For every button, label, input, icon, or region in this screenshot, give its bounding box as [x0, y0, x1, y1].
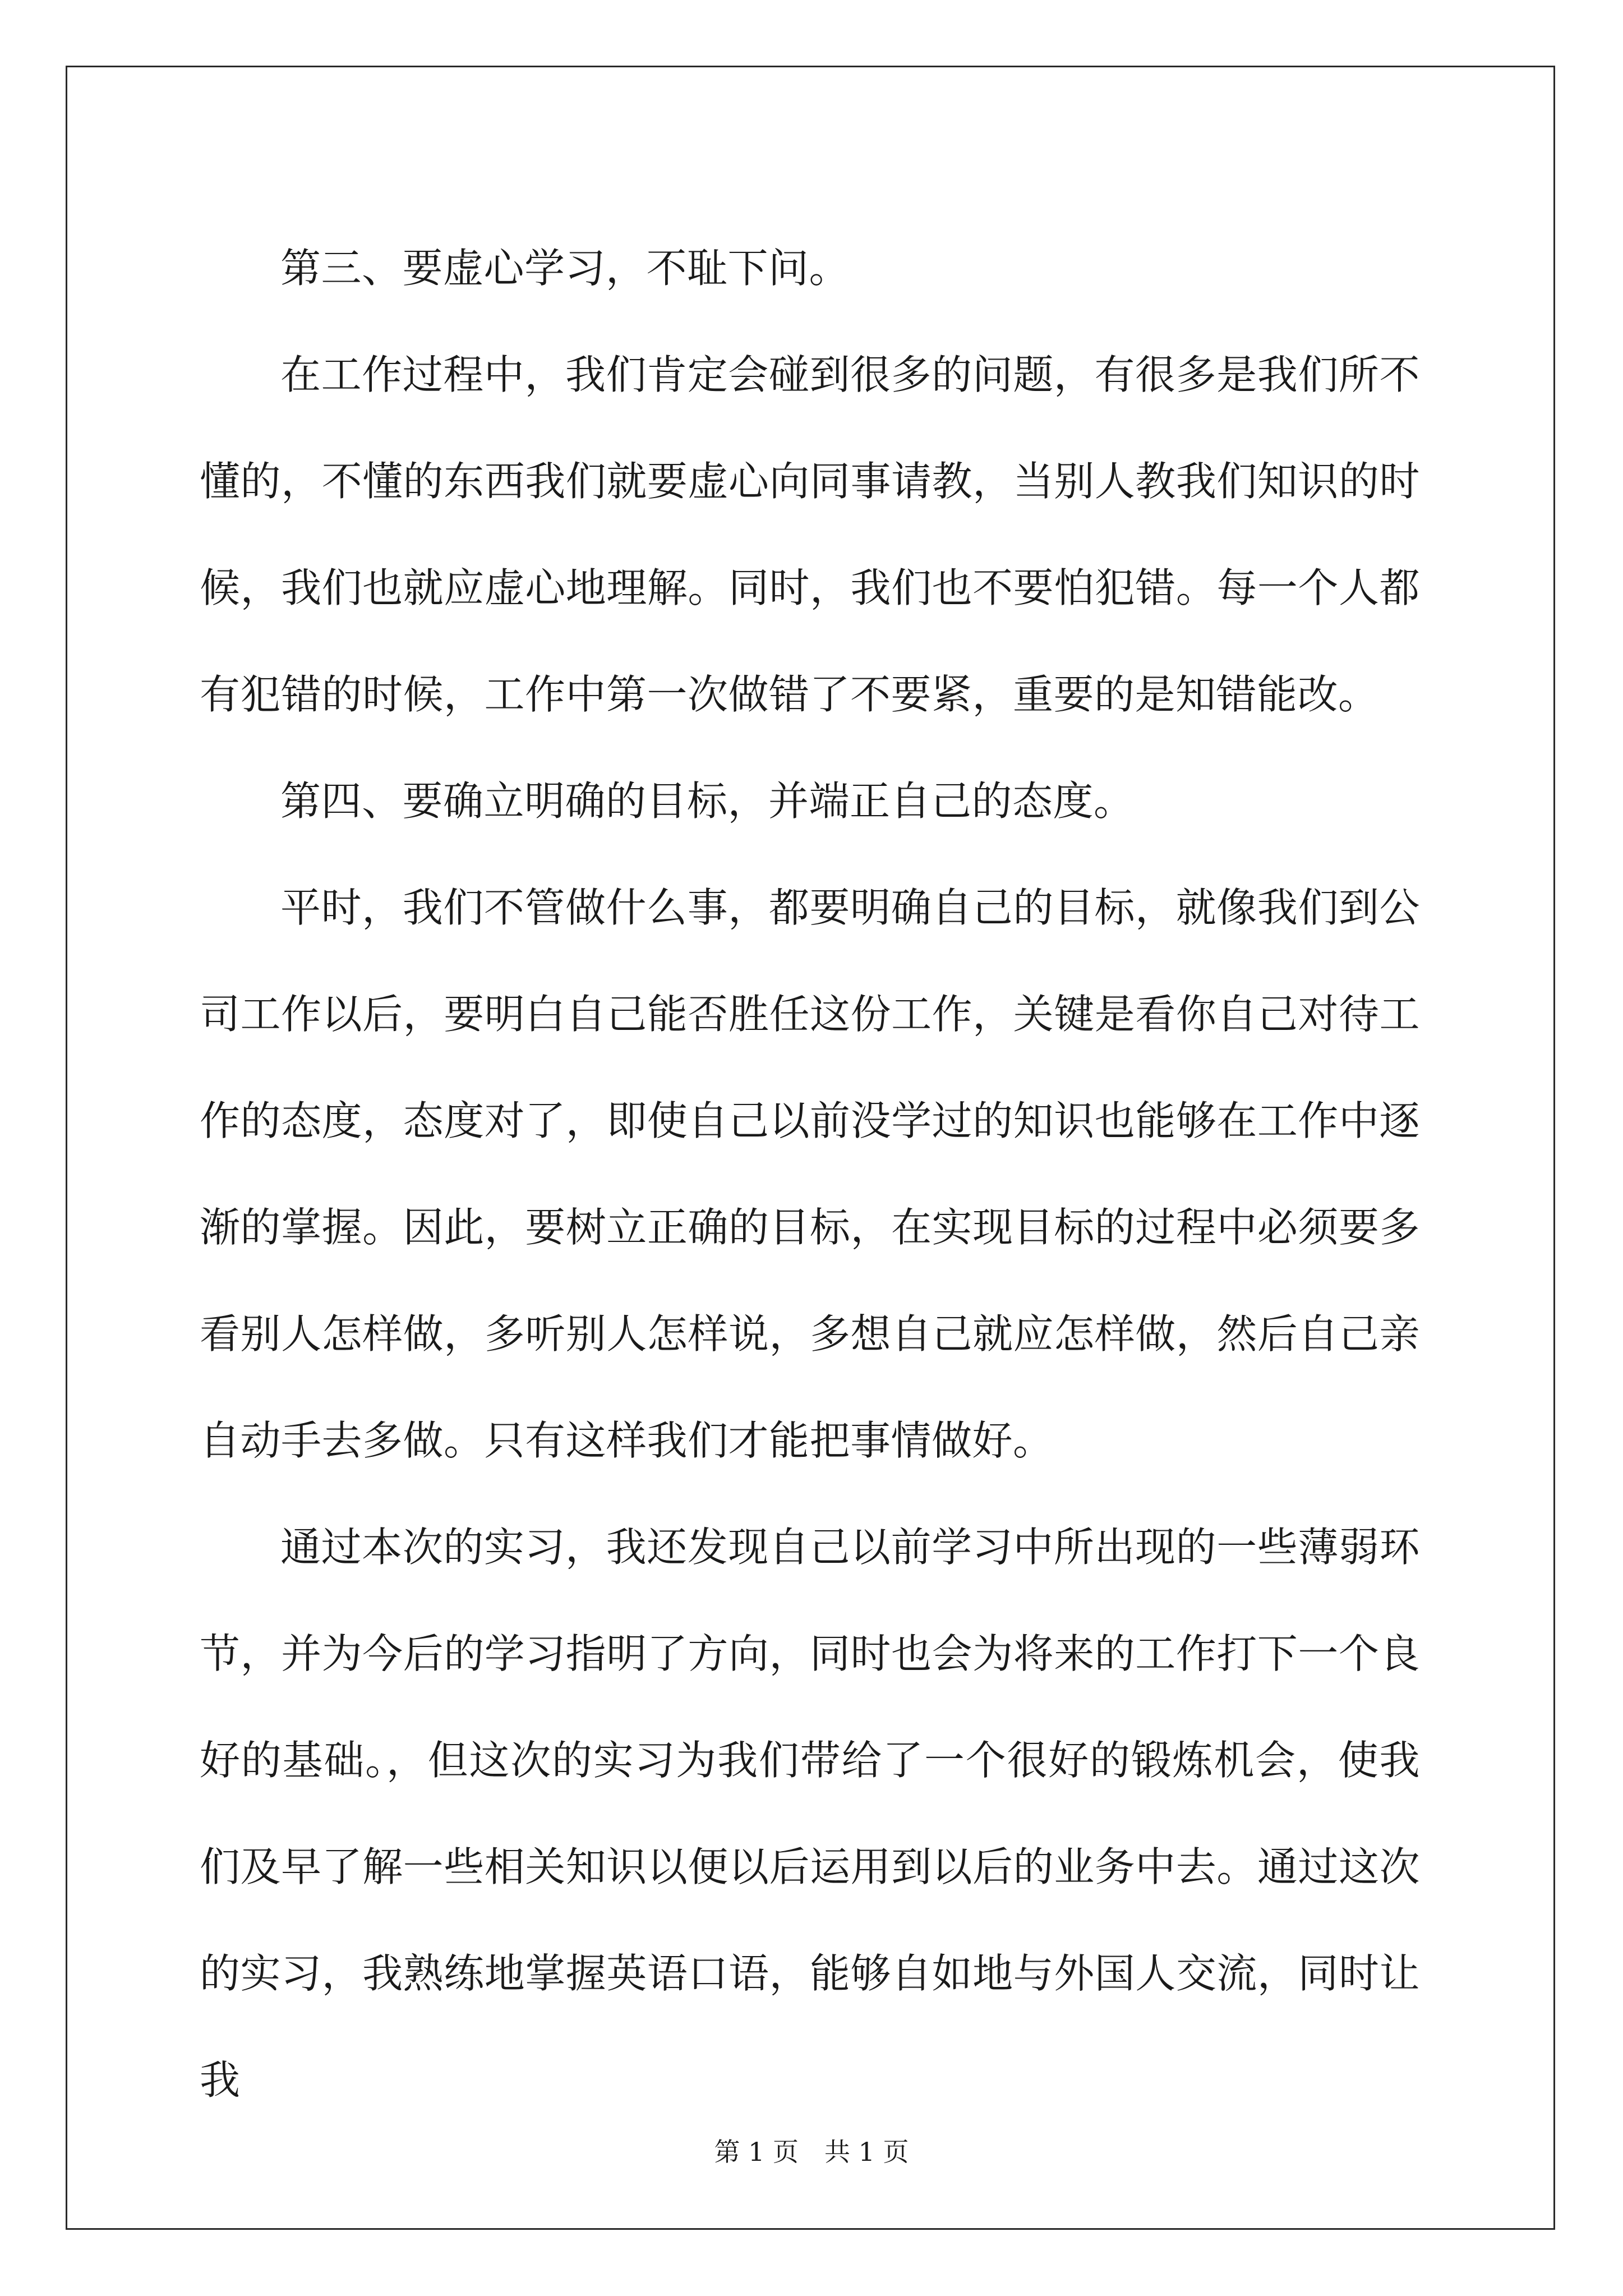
- document-body: [200, 215, 1420, 2133]
- page-number-footer: 第 1 页 共 1 页: [714, 2137, 909, 2167]
- paragraph: 通过本次的实习，我还发现自己以前学习中所出现的一些薄弱环节，并为今后的学习指明了方向，同时也会为将来的工作打下一个良好的基础。，但这次的实习为我们带给了一个很好的锻炼机会，使我们及早了解一些相关知识以便以后运用到以后的业务中去。通过这次的实习，我熟练地掌握英语口语，能够自如地与外国人交流，同时让我: [200, 1524, 1420, 2104]
- paragraph: 第四、要确立明确的目标，并端正自己的态度。: [280, 777, 1135, 825]
- paragraph: 第三、要虚心学习，不耻下问。: [280, 245, 850, 292]
- paragraph: 平时，我们不管做什么事，都要明确自己的目标，就像我们到公司工作以后，要明白自己能否胜任这份工作，关键是看你自己对待工作的态度，态度对了，即使自己以前没学过的知识也能够在工作中逐渐的掌握。因此，要树立正确的目标，在实现目标的过程中必须要多看别人怎样做，多听别人怎样说，多想自己就应怎样做，然后自己亲自动手去多做。只有这样我们才能把事情做好。: [200, 884, 1420, 1464]
- paragraph: 在工作过程中，我们肯定会碰到很多的问题，有很多是我们所不懂的，不懂的东西我们就要虚心向同事请教，当别人教我们知识的时候，我们也就应虚心地理解。同时，我们也不要怕犯错。每一个人都有犯错的时候，工作中第一次做错了不要紧，重要的是知错能改。: [200, 351, 1420, 718]
